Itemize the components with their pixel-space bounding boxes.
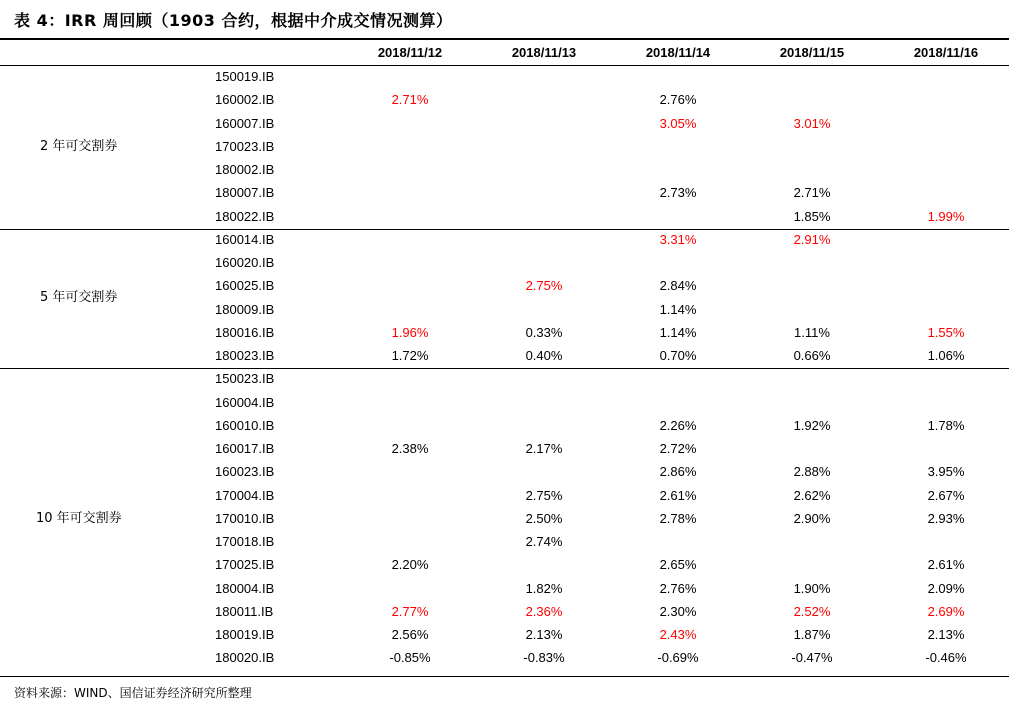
bond-code: 180009.IB: [215, 301, 275, 317]
irr-cell: 2.50%: [525, 510, 563, 526]
irr-cell: 2.61%: [927, 557, 965, 573]
irr-cell: 1.06%: [927, 348, 965, 363]
bond-code: 150019.IB: [215, 69, 275, 84]
date-header-2: 2018/11/14: [645, 45, 711, 60]
bond-code: 160007.IB: [215, 115, 275, 131]
irr-cell: 1.85%: [793, 208, 831, 224]
irr-cell: 2.88%: [793, 464, 831, 480]
date-header-4: 2018/11/16: [913, 45, 979, 60]
irr-cell: 1.87%: [793, 627, 831, 642]
irr-cell: 1.92%: [793, 417, 831, 433]
table-title: 表 4：IRR 周回顾（1903 合约，根据中介成交情况测算）: [14, 11, 453, 30]
bond-code: 160023.IB: [215, 464, 275, 480]
irr-cell: 2.71%: [793, 185, 831, 201]
irr-cell: 2.13%: [525, 627, 563, 642]
group-separator: [0, 368, 1009, 369]
bond-code: 170004.IB: [215, 487, 275, 503]
irr-cell: 2.62%: [793, 487, 831, 503]
date-header-0: 2018/11/12: [377, 45, 443, 60]
irr-cell: -0.85%: [389, 650, 431, 666]
bond-code: 180020.IB: [215, 650, 275, 666]
irr-cell: 3.05%: [659, 115, 697, 131]
irr-cell: 0.70%: [659, 348, 697, 363]
irr-cell: 2.43%: [659, 627, 697, 642]
group-label: 5 年可交割券: [40, 289, 118, 305]
bond-code: 180016.IB: [215, 324, 275, 340]
irr-cell: 2.72%: [659, 441, 697, 456]
source-note: 资料来源：WIND、国信证券经济研究所整理: [14, 686, 252, 700]
irr-cell: 2.71%: [391, 92, 429, 108]
bond-code: 180011.IB: [215, 603, 274, 619]
bond-code: 160025.IB: [215, 278, 275, 294]
irr-cell: -0.46%: [925, 650, 967, 666]
irr-cell: 2.77%: [391, 603, 429, 619]
irr-cell: 3.95%: [927, 464, 965, 480]
irr-cell: 2.30%: [659, 603, 697, 619]
irr-cell: 2.91%: [793, 231, 831, 247]
irr-cell: 1.82%: [525, 580, 563, 596]
irr-cell: 2.17%: [525, 441, 563, 456]
irr-cell: 2.84%: [659, 278, 697, 294]
irr-cell: 2.38%: [391, 441, 429, 456]
irr-cell: 2.93%: [927, 510, 965, 526]
bond-code: 180002.IB: [215, 162, 275, 177]
irr-cell: 2.09%: [927, 580, 965, 596]
irr-cell: 2.52%: [793, 603, 831, 619]
bond-code: 160010.IB: [215, 417, 275, 433]
irr-cell: 1.78%: [927, 417, 965, 433]
irr-cell: 1.11%: [794, 324, 830, 340]
irr-cell: 1.72%: [391, 348, 429, 363]
irr-cell: -0.47%: [791, 650, 833, 666]
irr-cell: 0.40%: [525, 348, 563, 363]
header-rule: [0, 65, 1009, 66]
irr-cell: 2.20%: [391, 557, 429, 573]
bond-code: 160002.IB: [215, 92, 275, 108]
date-header-1: 2018/11/13: [511, 45, 577, 60]
irr-cell: -0.83%: [523, 650, 565, 666]
irr-cell: 0.33%: [525, 324, 563, 340]
group-label: 2 年可交割券: [40, 138, 118, 154]
irr-cell: 2.76%: [659, 92, 697, 108]
irr-cell: 2.56%: [391, 627, 429, 642]
bond-code: 180004.IB: [215, 580, 275, 596]
bond-code: 160004.IB: [215, 394, 275, 410]
irr-cell: 0.66%: [793, 348, 831, 363]
irr-cell: 2.78%: [659, 510, 697, 526]
bottom-rule: [0, 676, 1009, 677]
bond-code: 170018.IB: [215, 534, 275, 549]
date-header-3: 2018/11/15: [779, 45, 845, 60]
irr-cell: 1.96%: [391, 324, 429, 340]
bond-code: 160017.IB: [215, 441, 275, 456]
irr-cell: 2.73%: [659, 185, 697, 201]
top-rule: [0, 38, 1009, 40]
irr-cell: 2.61%: [659, 487, 697, 503]
irr-cell: 1.90%: [793, 580, 831, 596]
irr-cell: 1.55%: [927, 324, 965, 340]
bond-code: 170025.IB: [215, 557, 275, 573]
bond-code: 170010.IB: [215, 510, 275, 526]
bond-code: 150023.IB: [215, 371, 275, 387]
group-separator: [0, 229, 1009, 230]
bond-code: 160020.IB: [215, 255, 275, 270]
irr-cell: 2.90%: [793, 510, 831, 526]
bond-code: 170023.IB: [215, 138, 275, 154]
bond-code: 180007.IB: [215, 185, 275, 201]
bond-code: 180023.IB: [215, 348, 275, 363]
irr-cell: 2.75%: [525, 487, 563, 503]
irr-cell: 2.26%: [659, 417, 697, 433]
irr-cell: -0.69%: [657, 650, 699, 666]
irr-cell: 2.86%: [659, 464, 697, 480]
irr-cell: 2.76%: [659, 580, 697, 596]
bond-code: 180019.IB: [215, 627, 275, 642]
irr-cell: 3.31%: [659, 231, 697, 247]
irr-cell: 2.74%: [525, 534, 563, 549]
irr-cell: 2.67%: [927, 487, 965, 503]
irr-cell: 3.01%: [793, 115, 831, 131]
irr-cell: 1.99%: [927, 208, 965, 224]
irr-cell: 2.75%: [525, 278, 563, 294]
group-label: 10 年可交割券: [36, 510, 122, 526]
irr-cell: 1.14%: [659, 324, 697, 340]
irr-cell: 2.13%: [927, 627, 965, 642]
irr-cell: 2.69%: [927, 603, 965, 619]
bond-code: 180022.IB: [215, 208, 275, 224]
irr-cell: 1.14%: [659, 301, 697, 317]
irr-cell: 2.36%: [525, 603, 563, 619]
bond-code: 160014.IB: [215, 231, 275, 247]
irr-cell: 2.65%: [659, 557, 697, 573]
